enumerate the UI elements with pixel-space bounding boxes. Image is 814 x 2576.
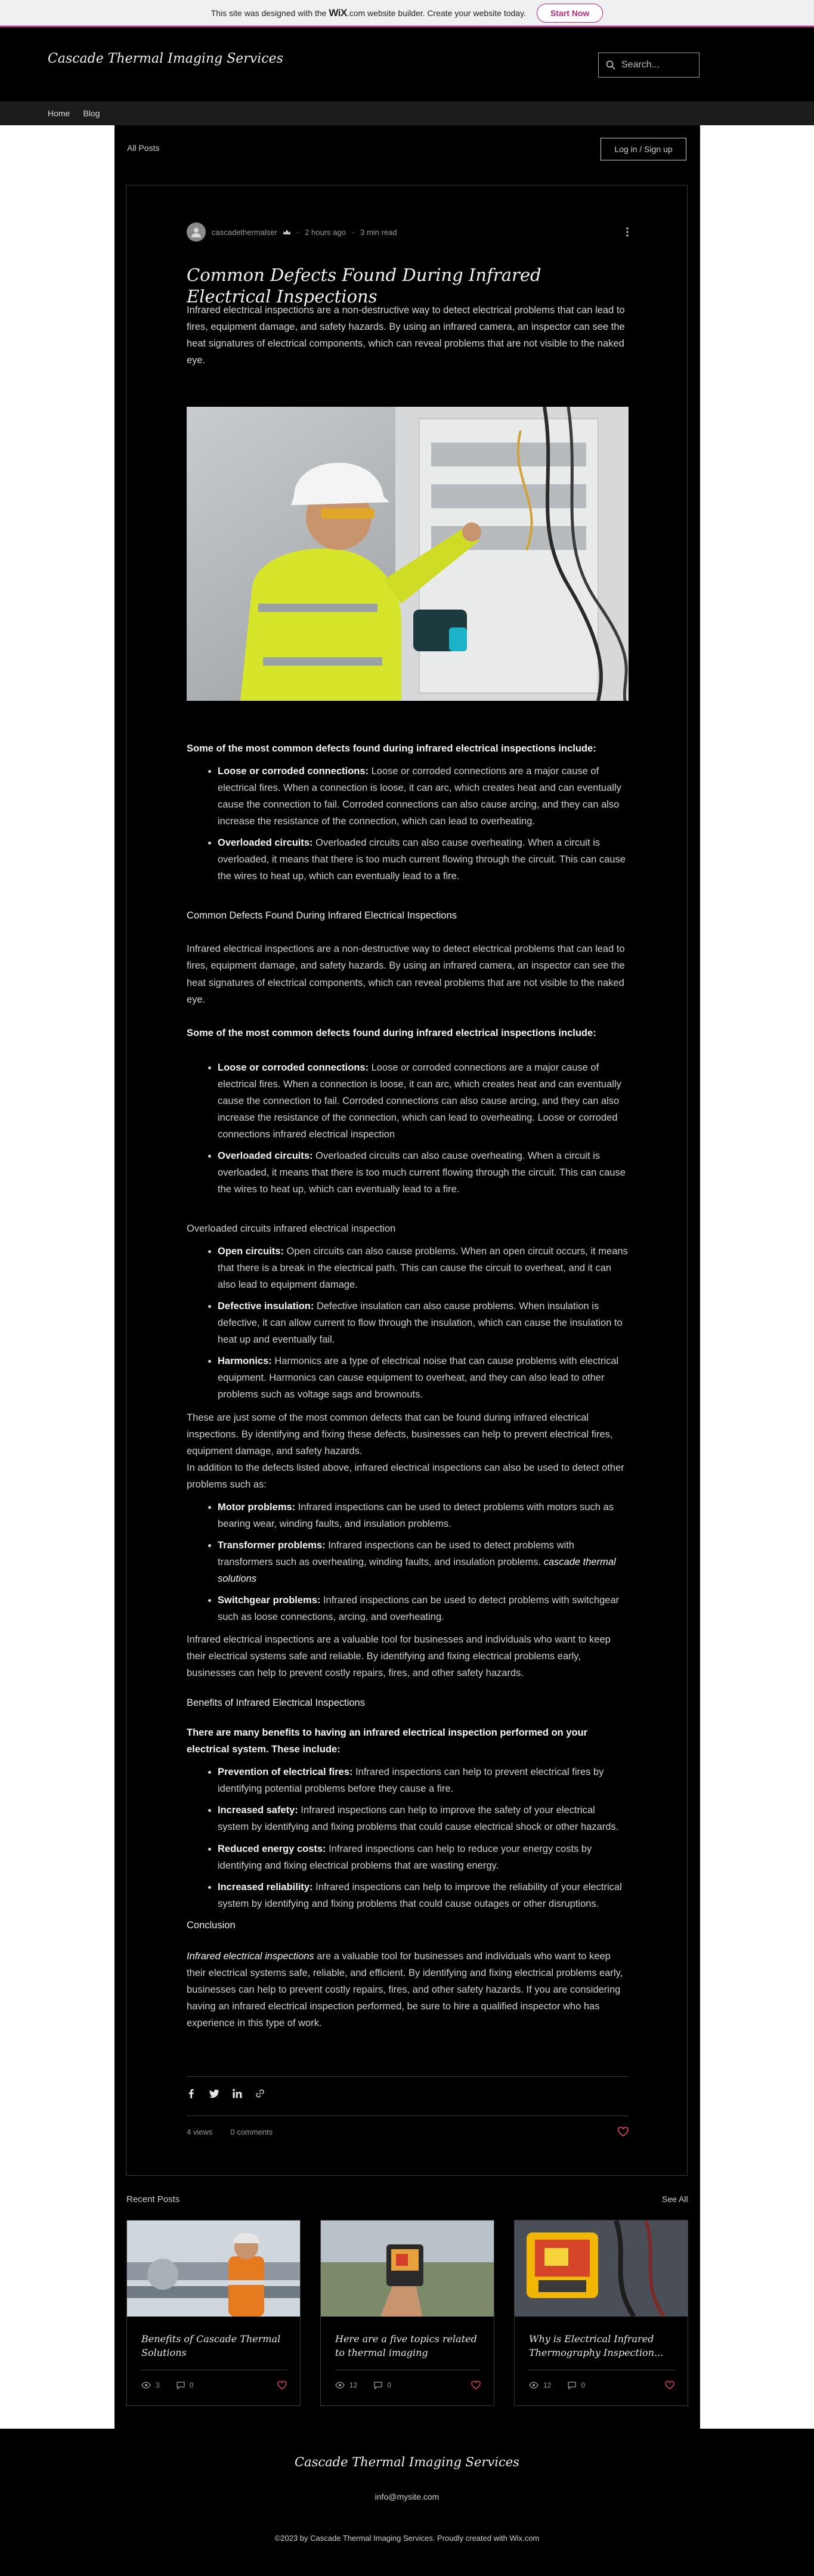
login-button[interactable]: Log in / Sign up	[601, 138, 686, 160]
comment-icon	[568, 2382, 576, 2389]
hero-image	[187, 407, 629, 701]
footer-copyright: ©2023 by Cascade Thermal Imaging Services. Proudly created with Wix.com	[274, 2534, 540, 2543]
section-heading: Benefits of Infrared Electrical Inspections	[187, 1697, 365, 1709]
read-time: 3 min read	[360, 227, 397, 237]
footer-email-link[interactable]: info@mysite.com	[374, 2492, 440, 2501]
see-all-link[interactable]: See All	[662, 2194, 688, 2204]
like-heart-icon[interactable]	[665, 2381, 674, 2389]
share-bar	[187, 2076, 629, 2098]
paragraph: These are just some of the most common defects that can be found during infrared electrical inspections. By identifying and fixing these defects, businesses can help to prevent electrical fires, equipment damage, and safety hazards.	[187, 1412, 613, 1456]
nav-item-blog[interactable]: Blog	[83, 109, 100, 118]
post-meta	[187, 222, 629, 242]
recent-post-stats	[335, 2370, 481, 2389]
section-heading: Some of the most common defects found during infrared electrical inspections include:	[187, 743, 596, 754]
list-item: • Loose or corroded connections: Loose or corroded connections are a major cause of electrical fires. When a connection is loose, it can arc, which creates heat and can eventually cause the connection to fail. Corroded connections can also cause arcing, and they can also increase the resistance of the connection, which can lead to overheating. Loose or corroded connections infrared electrical inspection	[218, 1059, 629, 1143]
comments-count: 0	[581, 2381, 586, 2389]
start-now-button[interactable]: Start Now	[537, 4, 603, 23]
recent-post-title[interactable]: Here are a five topics related to thermal imaging	[335, 2333, 477, 2359]
recent-post-stats	[529, 2370, 674, 2389]
list-item: • Overloaded circuits: Overloaded circuits can also cause overheating. When a circuit is overloaded, it means that there is too much current flowing through the circuit. This can cause the wires to heat up, which can eventually lead to a fire.	[218, 1148, 629, 1198]
post-body	[187, 740, 629, 2031]
recent-post-thumbnail[interactable]	[127, 2221, 300, 2317]
recent-post-thumbnail[interactable]	[321, 2221, 494, 2317]
list-item: • Switchgear problems: Infrared inspections can be used to detect problems with switchgear such as loose connections, arcing, and overheating.	[218, 1592, 629, 1625]
recent-post-card[interactable]	[514, 2220, 688, 2406]
footer-site-title: Cascade Thermal Imaging Services	[295, 2455, 519, 2469]
paragraph: Infrared electrical inspections are a valuable tool for businesses and individuals who want to keep their electrical systems safe and reliable. By identifying and fixing electrical problems early, businesses can help to prevent costly repairs, fires, and other safety hazards.	[187, 1634, 611, 1679]
recent-post-card[interactable]	[126, 2220, 301, 2406]
list-item: • Harmonics: Harmonics are a type of electrical noise that can cause problems with electrical equipment. Harmonics can cause equipment to overheat, and they can also lead to other problems such as voltage sags and brownouts.	[218, 1353, 629, 1403]
eye-icon	[335, 2382, 345, 2389]
list-item: • Overloaded circuits: Overloaded circuits can also cause overheating. When a circuit is overloaded, it means that there is too much current flowing through the circuit. This can cause the wires to heat up, which can eventually lead to a fire.	[218, 834, 629, 885]
recent-post-card[interactable]	[320, 2220, 494, 2406]
paragraph: Infrared electrical inspections are a valuable tool for businesses and individuals who want to keep their electrical systems safe, reliable, and efficient. By identifying and fixing electrical problems early, businesses can help to prevent costly repairs, fires, and other safety hazards. If you are considering having an infrared electrical inspection performed, be sure to hire a qualified inspector who has experience in this type of work.	[187, 1950, 623, 2028]
site-header	[0, 27, 814, 101]
recent-post-title[interactable]: Why is Electrical Infrared Thermography Inspection...	[529, 2333, 664, 2359]
paragraph: Infrared electrical inspections are a non-destructive way to detect electrical problems that can lead to fires, equipment damage, and safety hazards. By using an infrared camera, an inspector can see the heat signatures of electrical components, which can reveal problems that are not visible to the naked eye.	[187, 944, 625, 1005]
defects-list	[187, 1059, 629, 1198]
search-icon	[606, 60, 615, 70]
list-item: • Prevention of electrical fires: Infrared inspections can help to prevent electrical fires by identifying potential problems before they cause a fire.	[218, 1764, 629, 1797]
site-footer	[0, 2429, 814, 2576]
copy-link-icon[interactable]	[255, 2089, 265, 2098]
eye-icon	[529, 2382, 538, 2389]
views-count: 4 views	[187, 2127, 213, 2136]
recent-post-stats	[141, 2370, 287, 2389]
admin-crown-icon	[283, 229, 290, 235]
post-stats	[187, 2116, 629, 2136]
facebook-icon[interactable]	[187, 2089, 196, 2098]
more-actions-icon[interactable]	[626, 227, 629, 237]
defects-list	[187, 1243, 629, 1403]
section-heading: Common Defects Found During Infrared Electrical Inspections	[187, 910, 457, 921]
site-title[interactable]: Cascade Thermal Imaging Services	[48, 51, 283, 66]
wix-promo-banner	[0, 0, 814, 27]
post-title: Common Defects Found During Infrared Electrical Inspections	[187, 265, 541, 307]
twitter-icon[interactable]	[209, 2089, 219, 2098]
recent-posts-title: Recent Posts	[126, 2194, 180, 2204]
section-heading: Overloaded circuits infrared electrical inspection	[187, 1223, 396, 1235]
like-heart-icon[interactable]	[471, 2381, 481, 2389]
linkedin-icon[interactable]	[233, 2089, 242, 2098]
views-count: 3	[156, 2381, 160, 2389]
inline-link[interactable]: Infrared electrical inspections	[187, 1950, 314, 1962]
list-item: • Motor problems: Infrared inspections can be used to detect problems with motors such as bearing wear, winding faults, and insulation problems.	[218, 1499, 629, 1532]
list-item: • Open circuits: Open circuits can also cause problems. When an open circuit occurs, it means that there is a break in the electrical path. This can cause the circuit to overheat, and it can also lead to equipment damage.	[218, 1243, 629, 1293]
wix-logo: WiX	[329, 7, 347, 18]
defects-list	[187, 763, 629, 885]
section-heading: Some of the most common defects found during infrared electrical inspections include:	[187, 1027, 596, 1038]
list-item: • Reduced energy costs: Infrared inspections can help to reduce your energy costs by identifying and fixing electrical problems that are wasting energy.	[218, 1841, 629, 1874]
comments-count: 0	[189, 2381, 194, 2389]
blog-post	[126, 185, 688, 2176]
main-nav	[0, 101, 814, 125]
like-heart-icon[interactable]	[277, 2381, 287, 2389]
paragraph: In addition to the defects listed above, infrared electrical inspections can also be used to detect other problems such as:	[187, 1462, 624, 1490]
all-posts-link[interactable]: All Posts	[127, 143, 160, 153]
eye-icon	[141, 2382, 151, 2389]
search-input[interactable]	[598, 52, 700, 78]
promo-text: This site was designed with the WiX.com website builder. Create your website today.	[211, 7, 526, 18]
list-item: • Defective insulation: Defective insulation can also cause problems. When insulation is defective, it can allow current to flow through the insulation, which can cause the insulation to heat up and eventually fail.	[218, 1298, 629, 1348]
list-item: • Increased reliability: Infrared inspections can help to improve the reliability of your electrical system by identifying and fixing problems that could cause outages or other disruptions.	[218, 1879, 629, 1912]
recent-post-thumbnail[interactable]	[515, 2221, 688, 2317]
views-count: 12	[543, 2381, 552, 2389]
nav-item-home[interactable]: Home	[48, 109, 70, 118]
comment-icon	[374, 2382, 382, 2389]
post-intro: Infrared electrical inspections are a non-destructive way to detect electrical problems that can lead to fires, equipment damage, and safety hazards. By using an infrared camera, an inspector can see the heat signatures of electrical components, which can reveal problems that are not visible to the naked eye.	[187, 305, 625, 366]
like-heart-icon[interactable]	[618, 2127, 629, 2136]
comments-link[interactable]: 0 comments	[230, 2127, 273, 2136]
search-placeholder: Search...	[621, 60, 660, 70]
post-time: 2 hours ago	[305, 227, 346, 237]
benefits-list	[187, 1764, 629, 1912]
list-item: • Transformer problems: Infrared inspections can be used to detect problems with transformers such as overheating, winding faults, and insulation problems. cascade thermal solutions	[218, 1537, 629, 1587]
meta-separator: ·	[351, 227, 355, 237]
avatar[interactable]	[187, 222, 206, 242]
comments-count: 0	[387, 2381, 392, 2389]
recent-post-title[interactable]: Benefits of Cascade Thermal Solutions	[141, 2333, 281, 2359]
meta-separator: ·	[296, 227, 299, 237]
comment-icon	[177, 2382, 185, 2389]
inline-link[interactable]: cascade thermal solutions	[218, 1556, 616, 1584]
section-heading: Conclusion	[187, 1919, 236, 1931]
author-name[interactable]: cascadethermalser	[212, 227, 277, 237]
list-item: • Increased safety: Infrared inspections can help to improve the safety of your electrical system by identifying and fixing problems that could cause electrical shock or other hazards.	[218, 1802, 629, 1835]
list-item: • Loose or corroded connections: Loose or corroded connections are a major cause of electrical fires. When a connection is loose, it can arc, which creates heat and can eventually cause the connection to fail. Corroded connections can also cause arcing, and they can also increase the resistance of the connection, which can lead to overheating.	[218, 763, 629, 830]
views-count: 12	[349, 2381, 358, 2389]
paragraph: There are many benefits to having an infrared electrical inspection performed on your electrical system. These include:	[187, 1727, 588, 1755]
other-problems-list	[187, 1499, 629, 1625]
